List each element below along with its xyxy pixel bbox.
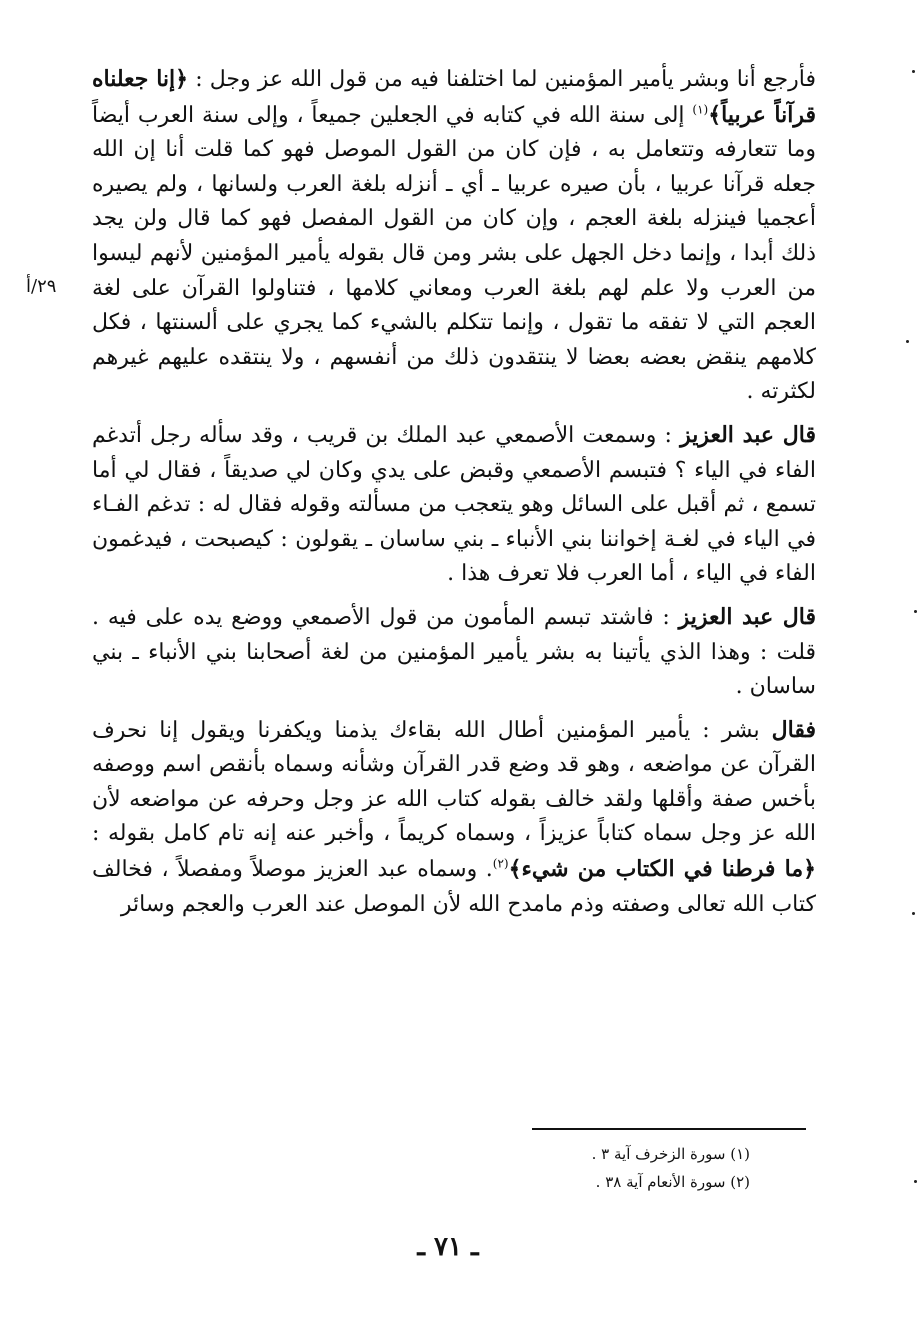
footnote-separator — [532, 1128, 806, 1130]
footnote-ref-1: (١) — [692, 102, 709, 117]
paragraph-1-intro: فأرجع أنا وبشر يأمير المؤمنين لما اختلفنا فيه من قول الله عز وجل : — [188, 67, 817, 92]
footnote-ref-2: (٢) — [492, 856, 509, 871]
edge-mark — [914, 610, 917, 613]
paragraph-2-body: : وسمعت الأصمعي عبد الملك بن قريب ، وقد سأله رجل أتدغم الفاء في الياء ؟ فتبسم الأصمعي وقبض على يدي وكان لي صديقاً ، فقال لي أما تسمع ، ثم أقبل على السائل وهو يتعجب من مسألته وقوله فقال له : تدغم الفـاء في الياء في لغـة إخواننا بني الأنباء ـ بني ساسان ـ يقولون : كيصبحت ، فيدغمون الفاء في الياء ، أما العرب فلا تعرف هذا . — [92, 422, 816, 587]
paragraph-4 — [92, 713, 816, 923]
paragraph-1 — [92, 62, 816, 410]
footnotes — [510, 1140, 750, 1196]
paragraph-1-body: إلى سنة الله في كتابه في الجعلين جميعاً ، وإلى سنة العرب أيضاً وما تتعارفه وتتعامل به ، فإن كان من القول الموصل فهو كما قلت أنا إن الله جعله قرآنا عربيا ، بأن صيره عربيا ـ أي ـ أنزله بلغة العرب ولسانها ، ولم يصيره أعجميا فينزله بلغة العجم ، وإن كان من القول المفصل فهو كما قال ولن يجد ذلك أبدا ، وإنما دخل الجهل على بشر ومن قال بقوله يأمير المؤمنين لأنهم ليسوا من العرب ولا علم لهم بلغة العرب ومعاني كلامها ، فتناولوا القرآن على لغة العجم التي لا تفقه ما تقول ، وإنما تتكلم بالشيء كما يجري على ألسنتها ، فكل كلامهم ينقض بعضه بعضا لا ينتقدون ذلك من أنفسهم ، ولا ينتقده عليهم غيرهم لكثرته . — [92, 102, 817, 405]
footnote-1: (١) سورة الزخرف آية ٣ . — [591, 1145, 750, 1163]
paragraph-4-body: . وسماه عبد العزيز موصلاً ومفصلاً ، فخالف كتاب الله تعالى وصفته وذم مامدح الله لأن الموصل عند العرب والعجم وسائر — [92, 857, 816, 917]
paragraph-3 — [92, 600, 816, 705]
footnote-2: (٢) سورة الأنعام آية ٣٨ . — [595, 1173, 750, 1191]
main-text — [92, 62, 816, 922]
paragraph-3-body: : فاشتد تبسم المأمون من قول الأصمعي ووضع يده على فيه . قلت : وهذا الذي يأتينا به بشر يأمير المؤمنين من لغة أصحابنا بني الأنباء ـ بني ساسان . — [92, 604, 816, 700]
edge-mark — [912, 70, 915, 73]
quran-quote-1: ﴿إنا جعلناه قرآناً عربياً﴾ — [92, 66, 816, 128]
edge-mark — [914, 1180, 917, 1183]
page-number: ـ ٧١ ـ — [417, 1232, 479, 1262]
folio-margin-note: ٢٩/أ — [26, 276, 57, 297]
paragraph-4-intro: بشر : يأمير المؤمنين أطال الله بقاءك يذمنا ويكفرنا ويقول إنا نحرف القرآن عن مواضعه ، وهو قد وضع قدر القرآن وشأنه وسماه بأنقص اسم ووصفه بأخس صفة وأقلها ولقد خالف بقوله كتاب الله عز وجل وحرفه عن مواضعه لأن الله عز وجل سماه كتاباً عزيزاً ، وسماه كريماً ، وأخبر عنه إنه تام كامل بقوله : — [92, 717, 816, 847]
paragraph-2 — [92, 418, 816, 592]
speaker-label-1: قال عبد العزيز — [680, 421, 816, 448]
speaker-label-3: فقال — [771, 716, 816, 743]
speaker-label-2: قال عبد العزيز — [678, 603, 816, 630]
edge-mark — [912, 912, 915, 915]
edge-mark — [906, 340, 909, 343]
quran-quote-2: ﴿ما فرطنا في الكتاب من شيء﴾ — [508, 856, 816, 883]
